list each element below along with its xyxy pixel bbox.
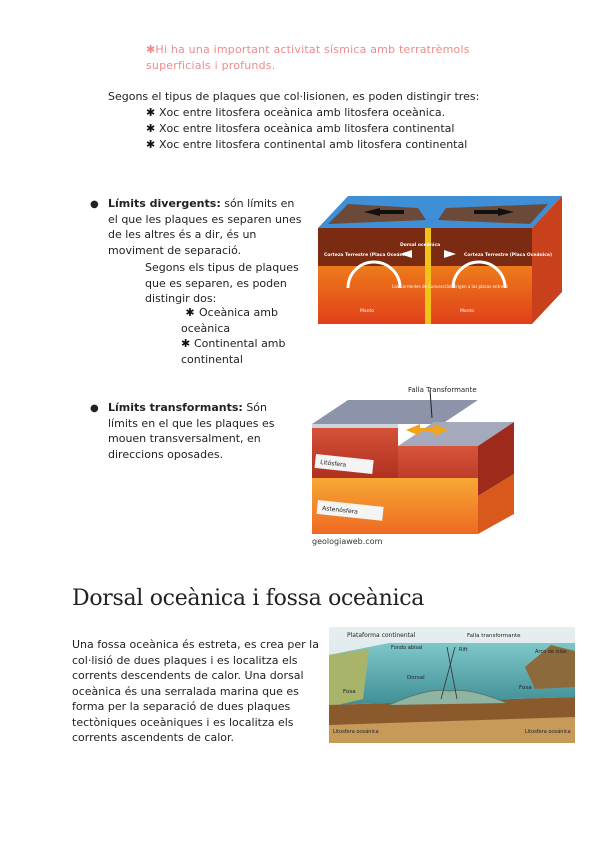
center-label: Dorsal oceánica [400,243,441,248]
collision-types-list [146,105,467,153]
ridge-trench-figure [329,627,575,743]
arc-label: Arco de islas [535,649,567,655]
transform-boundary-figure [308,384,518,546]
divergent-item-2: ✱ Continental amb continental [181,337,286,366]
lithosphere-label: Litósfera [319,459,347,469]
lithosphere-right-label: Litosfera oceánica [525,729,571,735]
rift-label: Rift [459,647,468,653]
divergent-description: Límits divergents: són límits en el que les plaques es separen unes de les altres és a dir, és un moviment de separació. [108,197,302,257]
image-credit: geologiaweb.com [312,537,383,546]
lithosphere-left-label: Litosfera oceánica [333,729,379,735]
asthenosphere-label: Astenósfera [321,505,359,516]
divergent-boundary-figure [318,196,562,324]
shelf-label: Plataforma continental [347,632,416,639]
mantle-right-label: Manto [460,309,475,314]
mantle-left-label: Manto [360,309,375,314]
divergent-sub-intro: Segons els tipus de plaques que es separen, es poden distingir dos: [145,261,299,305]
list-item: ✱ Xoc entre litosfera oceànica amb litosfera oceànica. [146,106,446,119]
list-item: ✱ Xoc entre litosfera oceànica amb litosfera continental [146,122,455,135]
convection-label: Las Corrientes de Convección dirigen a las placas entre sí [392,284,508,289]
dorsal-label: Dorsal [407,675,425,681]
trench-right-label: Fosa [519,685,532,691]
asterisk-icon: ✱ [146,138,156,151]
divergent-item-1: ✱ Oceànica amb oceànica [181,306,278,335]
abyssal-label: Fondo abisal [391,645,423,651]
transform-description: Límits transformants: Són límits en el que les plaques es mouen transversalment, en direccions oposades. [108,401,275,461]
bullet-icon: ● [90,199,99,210]
collision-intro: Segons el tipus de plaques que col·lisionen, es poden distingir tres: [108,90,480,103]
section-paragraph: Una fossa oceànica és estreta, es crea per la col·lisió de dues plaques i es localitza els corrents descendents de calor. Una dorsal oceànica és una serralada marina que es forma per la separació de dues plaques tectòniques oceàniques i es localitza els corrents ascendents de calor. [72,638,319,744]
fault-label: Falla Transformante [408,386,477,394]
section-title: Dorsal oceànica i fossa oceànica [72,586,425,611]
asterisk-icon: ✱ [185,306,195,319]
asterisk-icon: ✱ [146,106,156,119]
list-item: ✱ Xoc entre litosfera continental amb litosfera continental [146,138,468,151]
right-crust-label: Corteza Terrestre (Placa Oceánica) [464,253,553,258]
asterisk-icon: ✱ [146,122,156,135]
trench-left-label: Fosa [343,689,356,695]
bullet-icon: ● [90,403,99,414]
seismic-note: ✱Hi ha una important activitat sísmica amb terratrèmols superficials i profunds. [146,43,470,72]
transform-label: Falla transformante [467,633,521,639]
asterisk-icon: ✱ [181,337,191,350]
left-crust-label: Corteza Terrestre (Placa Oceánica) [324,253,413,258]
